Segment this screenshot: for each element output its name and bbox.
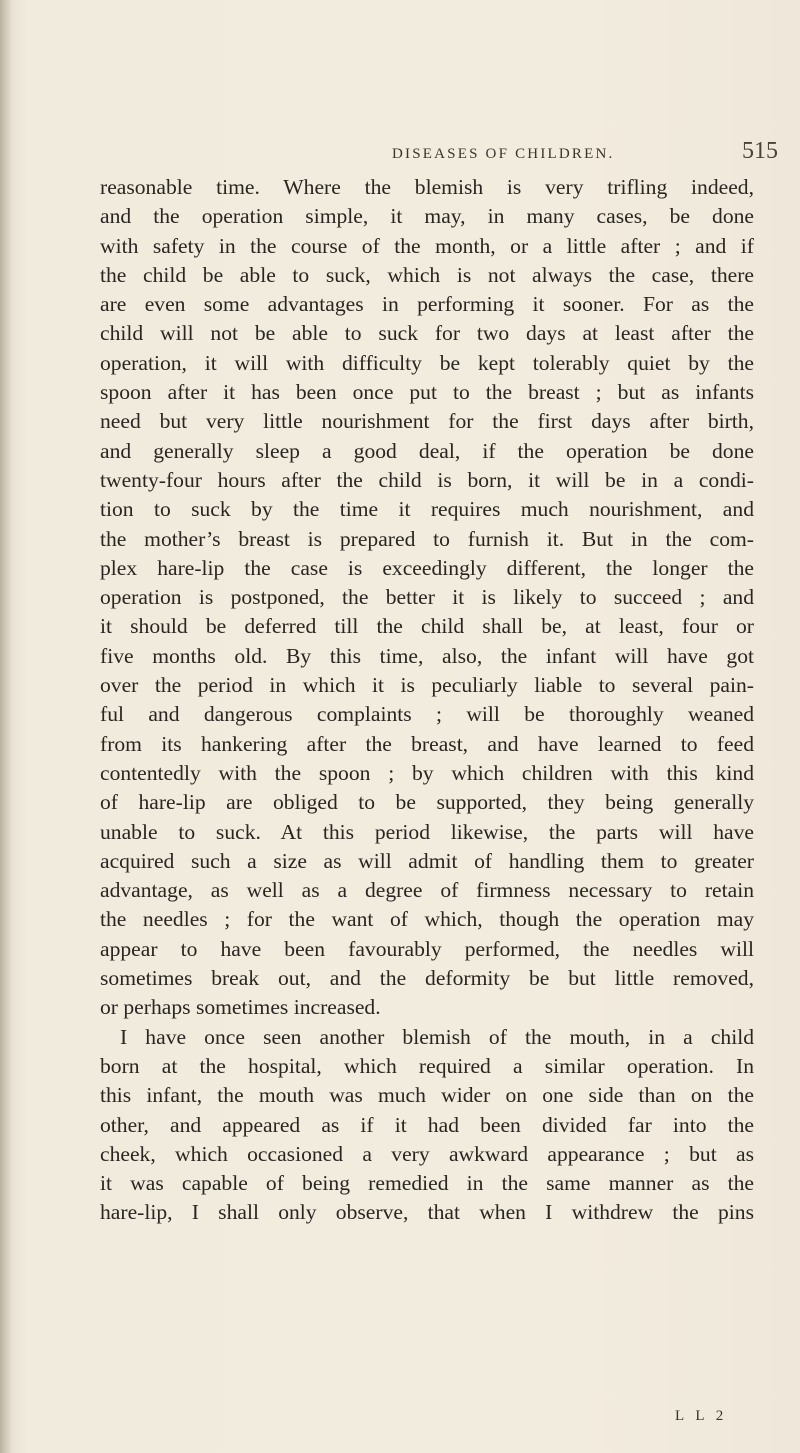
signature-mark: L L 2 [675, 1408, 728, 1424]
text-line: the child be able to suck, which is not always the case, there [100, 262, 754, 287]
text-line: reasonable time. Where the blemish is very trifling indeed, [100, 175, 754, 199]
text-line: child will not be able to suck for two days at least after the [100, 321, 754, 346]
text-line: hare-lip, I shall only observe, that when I withdrew the pins [100, 1200, 754, 1225]
text-line: the needles ; for the want of which, though the operation may [100, 907, 754, 932]
text-line: from its hankering after the breast, and have learned to feed [100, 731, 754, 756]
text-line: are even some advantages in performing it sooner. For as the [100, 292, 754, 317]
text-line: cheek, which occasioned a very awkward appearance ; but as [100, 1141, 754, 1166]
text-line: operation, it will with difficulty be kept tolerably quiet by the [100, 350, 754, 375]
running-head [0, 136, 800, 176]
text-line: appear to have been favourably performed, the needles will [100, 936, 754, 961]
text-line: acquired such a size as will admit of handling them to greater [100, 848, 754, 873]
text-line: with safety in the course of the month, or a little after ; and if [100, 233, 754, 258]
text-line: and generally sleep a good deal, if the operation be done [100, 438, 754, 463]
text-line: it was capable of being remedied in the same manner as the [100, 1171, 754, 1196]
paragraph-end-line: or perhaps sometimes increased. [100, 995, 381, 1020]
text-line: other, and appeared as if it had been divided far into the [100, 1112, 754, 1137]
text-line: the mother’s breast is prepared to furnish it. But in the com- [100, 526, 754, 551]
binding-edge [0, 0, 12, 1453]
text-line: of hare-lip are obliged to be supported, they being generally [100, 790, 754, 815]
text-line: it should be deferred till the child shall be, at least, four or [100, 614, 754, 639]
text-line: spoon after it has been once put to the breast ; but as infants [100, 380, 754, 405]
running-head-title: DISEASES OF CHILDREN. [392, 146, 615, 162]
page-number: 515 [742, 138, 778, 164]
text-line: five months old. By this time, also, the infant will have got [100, 643, 754, 668]
text-line: plex hare-lip the case is exceedingly different, the longer the [100, 555, 754, 580]
body-text [100, 173, 754, 1228]
text-line: contentedly with the spoon ; by which children with this kind [100, 760, 754, 785]
text-line: this infant, the mouth was much wider on one side than on the [100, 1083, 754, 1108]
text-line: advantage, as well as a degree of firmness necessary to retain [100, 878, 754, 903]
text-line: and the operation simple, it may, in many cases, be done [100, 204, 754, 229]
text-line: sometimes break out, and the deformity be but little removed, [100, 966, 754, 991]
text-line: ful and dangerous complaints ; will be thoroughly weaned [100, 702, 754, 727]
text-line: need but very little nourishment for the first days after birth, [100, 409, 754, 434]
text-line: over the period in which it is peculiarly liable to several pain- [100, 673, 754, 698]
text-line: tion to suck by the time it requires much nourishment, and [100, 497, 754, 522]
text-line: twenty-four hours after the child is born, it will be in a condi- [100, 467, 754, 492]
text-line: operation is postponed, the better it is likely to succeed ; and [100, 585, 754, 610]
text-line: unable to suck. At this period likewise, the parts will have [100, 819, 754, 844]
text-line: born at the hospital, which required a similar operation. In [100, 1053, 754, 1078]
paragraph-start-line: I have once seen another blemish of the mouth, in a child [120, 1024, 754, 1049]
